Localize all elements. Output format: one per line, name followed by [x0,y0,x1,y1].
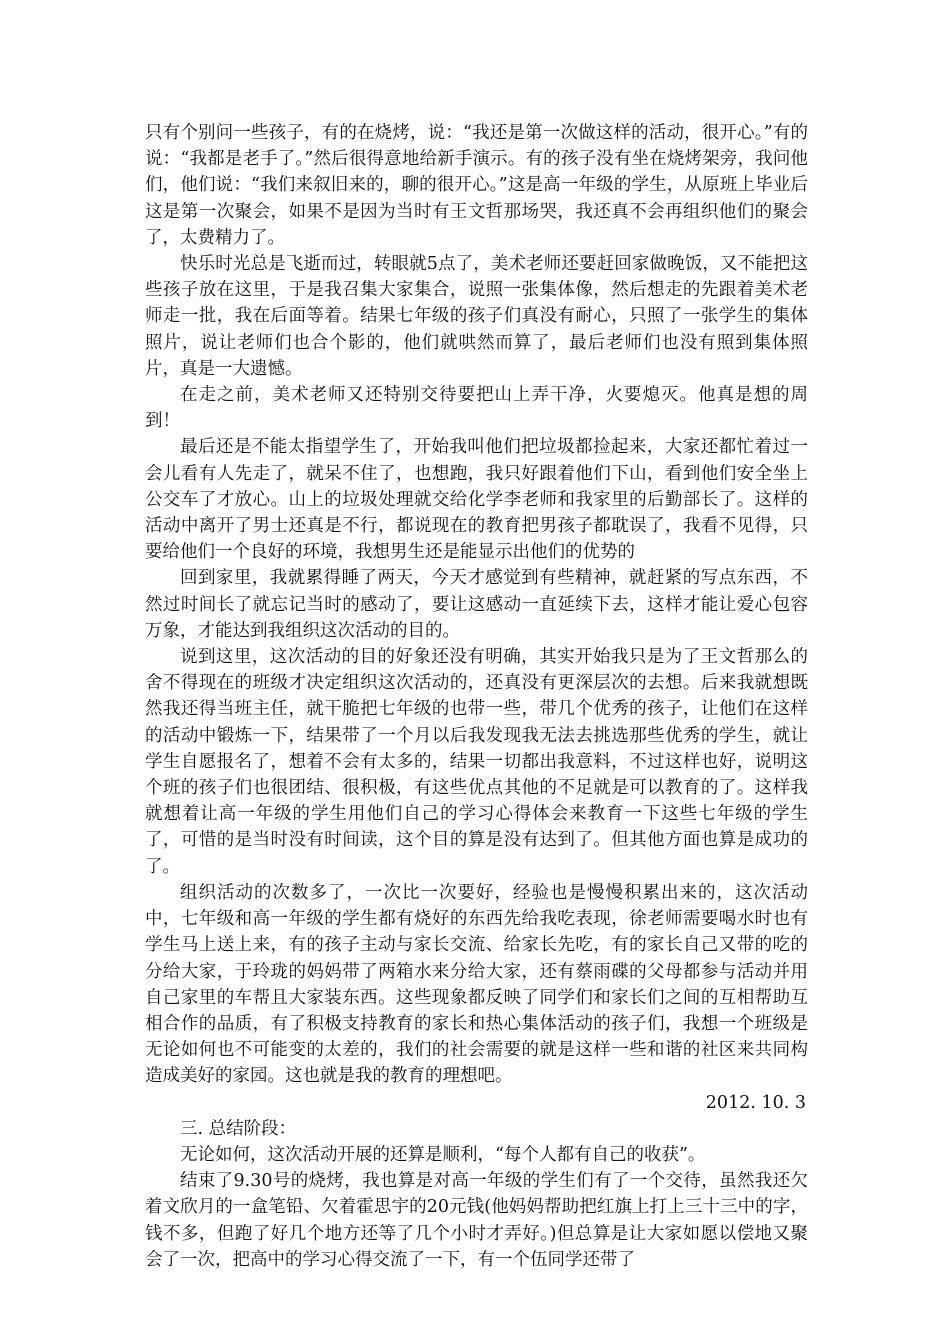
paragraph-7: 组织活动的次数多了，一次比一次要好，经验也是慢慢积累出来的，这次活动中，七年级和高一年级的学生都有烧好的东西先给我吃表现，徐老师需要喝水时也有学生马上送上来，有的孩子主动与家长交流、给家长先吃，有的家长自己又带的吃的分给大家，于玲珑的妈妈带了两箱水来分给大家，还有蔡雨碟的父母都参与活动并用自己家里的车帮且大家装东西。这些现象都反映了同学们和家长们之间的互相帮助互相合作的品质，有了积极支持教育的家长和热心集体活动的孩子们，我想一个班级是无论如何也不可能变的太差的，我们的社会需要的就是这样一些和谐的社区来共同构造成美好的家园。这也就是我的教育的理想吧。 [145,882,808,1087]
paragraph-5: 回到家里，我就累得睡了两天，今天才感觉到有些精神，就赶紧的写点东西，不然过时间长了就忘记当时的感动了，要让这感动一直延续下去，这样才能让爱心包容万象，才能达到我组织这次活动的目的。 [145,568,808,641]
paragraph-6: 说到这里，这次活动的目的好象还没有明确，其实开始我只是为了王文哲那么的舍不得现在的班级才决定组织这次活动的，还真没有更深层次的去想。后来我就想既然我还得当班主任，就干脆把七年级的也带一些，带几个优秀的孩子，让他们在这样的活动中锻炼一下，结果带了一个月以后我发现我无法去挑选那些优秀的学生，就让学生自愿报名了，想着不会有太多的，结果一切都出我意料，不过这样也好，说明这个班的孩子们也很团结、很积极，有这些优点其他的不足就是可以教育的了。这样我就想着让高一年级的学生用他们自己的学习心得体会来教育一下这些七年级的学生了，可惜的是当时没有时间读，这个目的算是没有达到了。但其他方面也算是成功的了。 [145,647,808,877]
paragraph-1: 只有个别问一些孩子，有的在烧烤，说：“我还是第一次做这样的活动，很开心。”有的说：“我都是老手了。”然后很得意地给新手演示。有的孩子没有坐在烧烤架旁，我问他们，他们说：“我们来叙旧来的，聊的很开心。”这是高一年级的学生，从原班上毕业后这是第一次聚会，如果不是因为当时有王文哲那场哭，我还真不会再组织他们的聚会了，太费精力了。 [145,123,808,248]
paragraph-9: 结束了9.30号的烧烤，我也算是对高一年级的学生们有了一个交待，虽然我还欠着文欣月的一盒笔铅、欠着霍思宇的20元钱(他妈妈帮助把红旗上打上三十三中的字，钱不多，但跑了好几个地方还等了几个小时才弄好。)但总算是让大家如愿以偿地又聚会了一次，把高中的学习心得交流了一下，有一个伍同学还带了 [145,1171,808,1270]
paragraph-2: 快乐时光总是飞逝而过，转眼就5点了，美术老师还要赶回家做晚饭，又不能把这些孩子放在这里，于是我召集大家集合，说照一张集体像，然后想走的先跟着美术老师走一批，我在后面等着。结果七年级的孩子们真没有耐心，只照了一张学生的集体照片，说让老师们也合个影的，他们就哄然而算了，最后老师们也没有照到集体照片，真是一大遗憾。 [145,254,808,379]
date-line: 2012. 10. 3 [705,1092,806,1113]
document-page [145,120,808,1273]
paragraph-4: 最后还是不能太指望学生了，开始我叫他们把垃圾都捡起来，大家还都忙着过一会儿看有人先走了，就呆不住了，也想跑，我只好跟着他们下山，看到他们安全坐上公交车了才放心。山上的垃圾处理就交给化学李老师和我家里的后勤部长了。这样的活动中离开了男士还真是不行，都说现在的教育把男孩子都耽误了，我看不见得，只要给他们一个良好的环境，我想男生还是能显示出他们的优势的 [145,437,808,563]
section-heading: 三. 总结阶段： [180,1118,297,1139]
paragraph-8: 无论如何，这次活动开展的还算是顺利，“每个人都有自己的收获”。 [180,1144,706,1165]
paragraph-3: 在走之前，美术老师又还特别交待要把山上弄干净，火要熄灭。他真是想的周到！ [145,385,808,432]
